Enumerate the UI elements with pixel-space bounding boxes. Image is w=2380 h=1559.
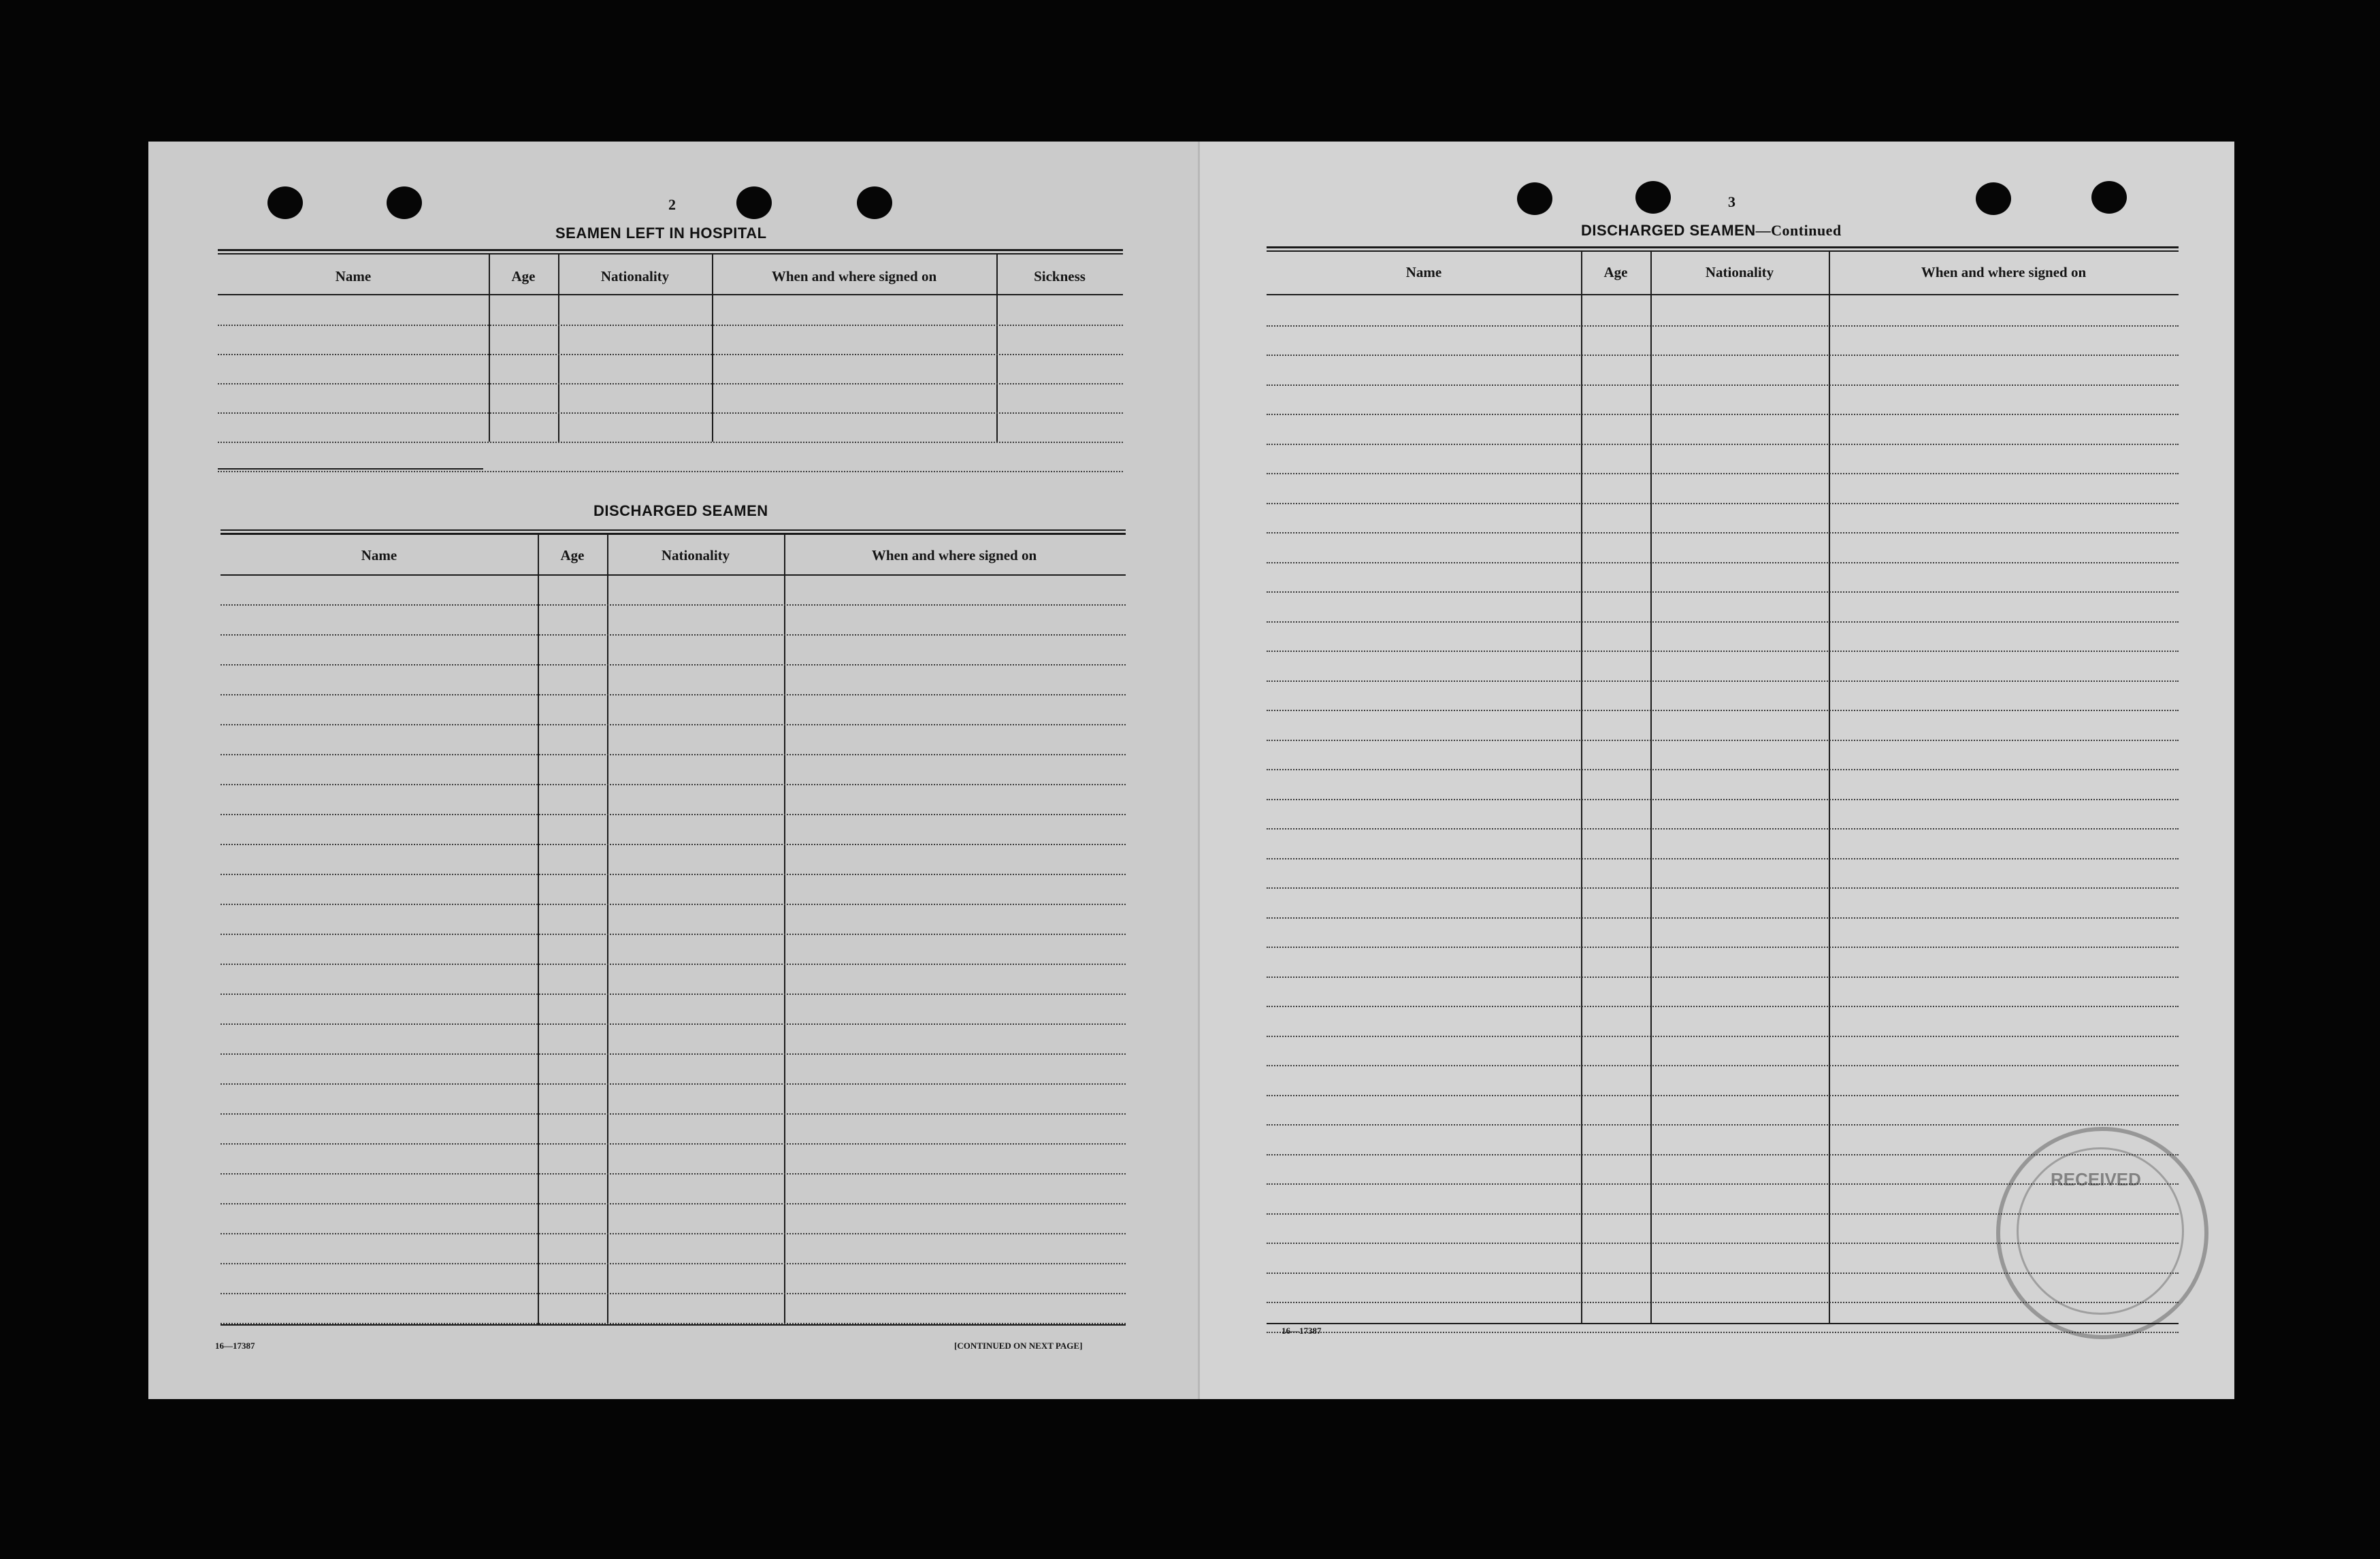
- table-row: [1267, 947, 2179, 948]
- table-row: [1267, 1065, 2179, 1066]
- table-row: [221, 754, 1126, 755]
- header-rule: [218, 294, 1123, 295]
- table-row: [1267, 1095, 2179, 1096]
- table-row: [1267, 414, 2179, 415]
- punch-hole: [1517, 182, 1552, 215]
- column-divider: [784, 535, 785, 1324]
- table-row: [221, 1113, 1126, 1115]
- column-header-name: Name: [335, 268, 372, 284]
- table-row: [221, 964, 1126, 965]
- stamp-text: RECEIVED: [2051, 1169, 2141, 1189]
- table-row: [221, 634, 1126, 636]
- hospital-section-title: SEAMEN LEFT IN HOSPITAL: [555, 225, 767, 242]
- table-row: [1267, 355, 2179, 356]
- table-row: [221, 784, 1126, 785]
- table-row: [221, 1233, 1126, 1234]
- table-row: [1267, 887, 2179, 889]
- table-row: [1267, 591, 2179, 593]
- table-row: [1267, 651, 2179, 652]
- table-row: [221, 904, 1126, 905]
- header-rule: [221, 574, 1126, 576]
- form-number: 16—17387: [1282, 1326, 1322, 1336]
- table-row: [1267, 325, 2179, 327]
- table-row: [1267, 503, 2179, 504]
- table-rule: [218, 253, 1123, 255]
- column-header-name: Name: [361, 547, 397, 563]
- punch-hole: [387, 186, 422, 219]
- table-row: [1267, 740, 2179, 741]
- table-rule: [1267, 246, 2179, 248]
- table-row: [1267, 1124, 2179, 1126]
- table-row: [218, 442, 1123, 443]
- table-row: [221, 994, 1126, 995]
- table-row: [221, 724, 1126, 725]
- table-row: [221, 1263, 1126, 1264]
- punch-hole: [2091, 181, 2127, 214]
- section-title-main: DISCHARGED SEAMEN: [1581, 222, 1756, 239]
- table-row: [221, 1083, 1126, 1085]
- table-rule: [218, 249, 1123, 251]
- column-header-signed-on: When and where signed on: [1921, 264, 2087, 280]
- column-header-signed-on: When and where signed on: [771, 268, 937, 284]
- table-row: [221, 1023, 1126, 1025]
- table-row: [221, 1143, 1126, 1145]
- header-rule: [1267, 294, 2179, 295]
- table-bottom-rule: [221, 1324, 1126, 1326]
- right-page: [1200, 142, 2234, 1399]
- column-header-nationality: Nationality: [600, 268, 670, 284]
- table-row: [218, 325, 1123, 326]
- table-row: [1267, 384, 2179, 386]
- table-row: [221, 934, 1126, 935]
- punch-hole: [857, 186, 892, 219]
- table-row: [1267, 1332, 2179, 1333]
- column-header-sickness: Sickness: [1034, 268, 1086, 284]
- table-row: [1267, 917, 2179, 919]
- punch-hole: [1635, 181, 1671, 214]
- table-row: [1267, 799, 2179, 800]
- table-row: [1267, 444, 2179, 445]
- table-row: [1267, 828, 2179, 830]
- table-bottom-rule: [1267, 1323, 2179, 1324]
- discharged-section-title: [1581, 222, 1842, 240]
- table-row: [1267, 858, 2179, 859]
- column-divider: [1829, 252, 1830, 1324]
- table-row: [218, 383, 1123, 384]
- table-row: [218, 354, 1123, 355]
- table-row: [221, 694, 1126, 695]
- table-row: [1267, 1036, 2179, 1037]
- table-row: [221, 1293, 1126, 1294]
- table-row: [1267, 769, 2179, 770]
- table-row: [1267, 621, 2179, 623]
- table-row: [1267, 532, 2179, 534]
- table-row: [218, 471, 1123, 472]
- table-row: [1267, 1006, 2179, 1007]
- column-divider: [607, 535, 608, 1324]
- punch-hole: [1976, 182, 2011, 215]
- column-header-age: Age: [511, 268, 536, 284]
- table-row: [1267, 473, 2179, 474]
- column-divider: [1650, 252, 1652, 1324]
- table-row: [221, 844, 1126, 845]
- discharged-section-title: DISCHARGED SEAMEN: [593, 502, 768, 519]
- table-row: [221, 1173, 1126, 1175]
- table-row: [218, 412, 1123, 414]
- table-row: [221, 604, 1126, 606]
- column-header-signed-on: When and where signed on: [871, 547, 1037, 563]
- column-header-age: Age: [560, 547, 585, 563]
- table-rule: [221, 529, 1126, 531]
- table-row: [221, 1203, 1126, 1204]
- table-row: [221, 814, 1126, 815]
- table-rule: [221, 533, 1126, 535]
- form-number: 16—17387: [215, 1341, 255, 1351]
- table-rule: [1267, 250, 2179, 252]
- table-bottom-rule: [218, 468, 483, 470]
- column-header-age: Age: [1603, 264, 1628, 280]
- table-row: [1267, 710, 2179, 711]
- column-header-name: Name: [1405, 264, 1442, 280]
- page-number: 2: [668, 196, 676, 213]
- column-divider: [1581, 252, 1582, 1324]
- left-page: [148, 142, 1200, 1399]
- column-divider: [538, 535, 539, 1324]
- punch-hole: [736, 186, 772, 219]
- table-row: [221, 664, 1126, 666]
- table-row: [1267, 562, 2179, 563]
- table-row: [1267, 977, 2179, 978]
- table-row: [1267, 680, 2179, 682]
- section-title-continued: —Continued: [1755, 222, 1842, 239]
- page-number: 3: [1728, 193, 1735, 210]
- continued-note: [CONTINUED ON NEXT PAGE]: [954, 1341, 1083, 1351]
- column-header-nationality: Nationality: [661, 547, 730, 563]
- punch-hole: [267, 186, 303, 219]
- table-row: [221, 1053, 1126, 1055]
- table-row: [221, 874, 1126, 875]
- column-header-nationality: Nationality: [1705, 264, 1774, 280]
